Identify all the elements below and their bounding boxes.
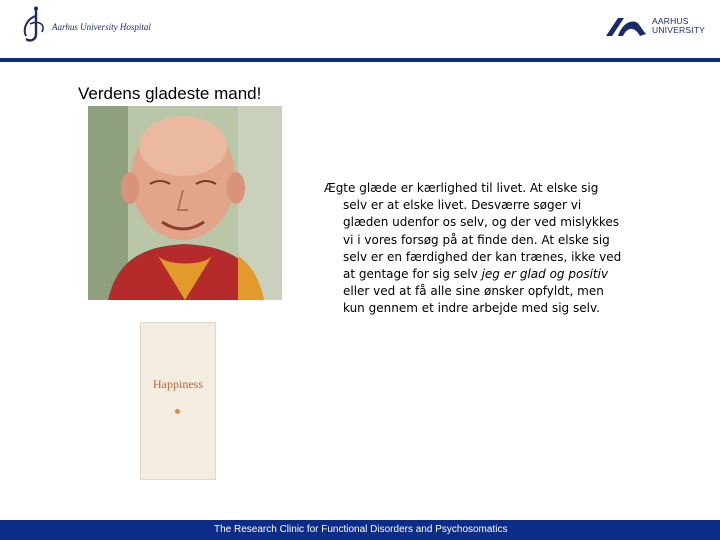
portrait-photo — [88, 106, 282, 300]
footer-text: The Research Clinic for Functional Disorders and Psychosomatics — [214, 524, 508, 535]
quote-paragraph: Ægte glæde er kærlighed til livet. At elske sig selv er at elske livet. Desværre søger vi glæden udenfor os selv, og der ved mislykkes vi i vores forsøg på at finde den. At elske sig selv er en færdighed der kan trænes, ikke ved at gentage for sig selv jeg er glad og positiv eller ved at få alle sine ønsker opfyldt, men kun gennem et indre arbejde med sig selv. — [324, 181, 622, 316]
slide-footer — [0, 520, 720, 540]
portrait-illustration — [88, 106, 282, 300]
quote-italic-phrase: jeg er glad og positiv — [481, 267, 609, 282]
book-title: Happiness — [153, 377, 203, 391]
slide-title: Verdens gladeste mand! — [78, 84, 262, 103]
quote-text-block — [324, 180, 624, 318]
slide-header — [0, 0, 720, 52]
aarhus-university-logo — [604, 14, 705, 38]
hospital-emblem-icon — [20, 6, 50, 44]
university-emblem-icon — [604, 14, 648, 38]
hospital-logo-text: Aarhus University Hospital — [52, 22, 151, 32]
university-logo-text: AARHUS UNIVERSITY — [652, 16, 706, 35]
happiness-book-cover — [140, 322, 216, 480]
book-ornament — [175, 409, 180, 414]
header-divider — [0, 58, 720, 62]
aarhus-hospital-logo — [20, 6, 151, 44]
